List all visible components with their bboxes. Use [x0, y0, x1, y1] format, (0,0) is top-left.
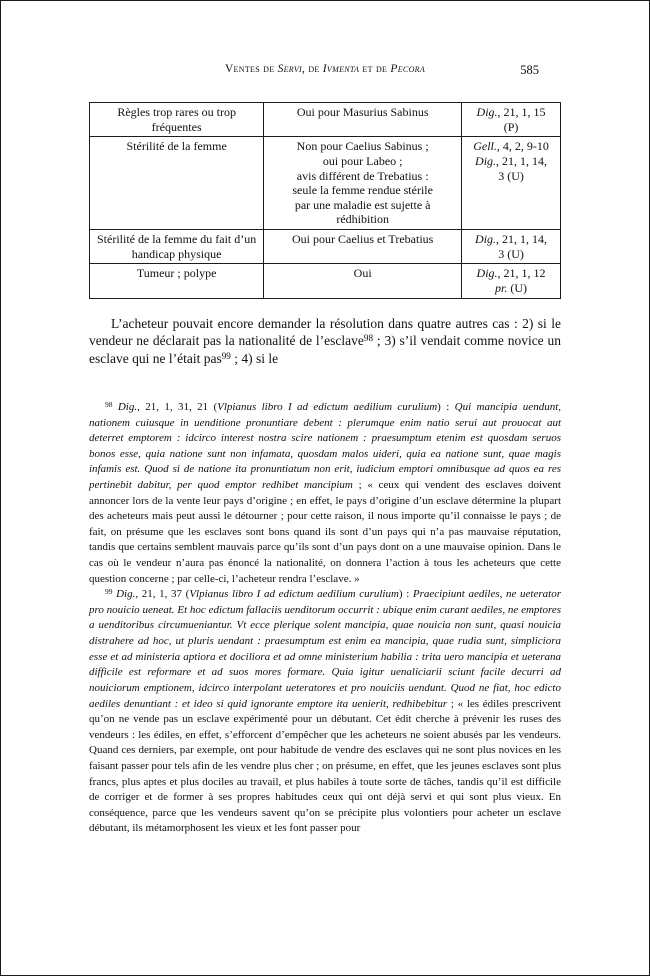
text-segment: Dig. [475, 153, 497, 168]
text-segment: ) : [437, 400, 455, 413]
text-segment: ; « ceux qui vendent des esclaves doivent annoncer lors de la vente leur pays d’origine ; en effet, le pays d’origine d’un esclave détermine la plupart des acheteurs mais peut aussi le détourner ; pour cette raison, il nous importe qu’il connaisse le pays ; de fait, on présume que les esclaves sont bons quand ils sont d’un pays qui n’a pas mauvaise réputation, tandis que certains semblent mauvais parce qu’ils sont d’un pays dont on a une mauvaise opinion. Dans le cas où le vendeur n’aura pas énoncé la nationalité, on donnera l’action à tous les acheteurs que cette question concerne ; par celle-ci, l’acheteur rendra l’esclave. » [89, 478, 561, 585]
defect-cell: Stérilité de la femme [90, 137, 264, 230]
text-segment: oui pour Labeo ; [322, 153, 403, 168]
text-segment: , 21, 1, 31, 21 ( [137, 400, 218, 413]
footnotes-section [89, 400, 561, 837]
superscript-number: 98 [105, 399, 113, 409]
defect-cell: Règles trop rares ou trop fréquentes [90, 103, 264, 137]
text-segment: , 21, 1, 37 ( [135, 588, 190, 601]
text-segment: 3 (U) [498, 246, 524, 261]
source-cell [462, 103, 561, 137]
body-paragraph [89, 315, 561, 368]
page-number: 585 [520, 63, 539, 77]
text-segment: Dig. [476, 105, 498, 119]
text-segment: seule la femme rendue stérile [292, 183, 433, 198]
page-header [89, 63, 561, 78]
source-cell [462, 137, 561, 230]
text-segment: Qui mancipia uendunt, nationem cuiusque in uenditione pronuntiare debent : plerumque enim natio serui aut prouocat aut deterret emptorem : idcirco interest nostra scire nationem : praesumptum etenim est quosdam seruos bonos esse, quia natione sunt non infamata, quosdam malos uideri, quia ea natione sunt, quae magis infamis est. Quod si de natione ita pronuntiatum non erit, iudicium emptori omnibusque ad quos ea res pertinebit dabitur, per quod emptor redhibet mancipium [89, 400, 561, 491]
text-segment: (U) [507, 280, 528, 295]
table-row [90, 264, 561, 298]
text-segment: , 21, 1, 15 [497, 105, 546, 119]
text-segment: Gell. [473, 139, 497, 154]
table-row [90, 137, 561, 230]
text-segment: L’acheteur pouvait encore demander la résolution dans quatre autres cas : 2) si le vendeur ne déclarait pas la nationalité de l’esclave [89, 315, 561, 349]
text-segment: , 21, 1, 12 [497, 266, 546, 281]
text-segment: par une maladie est sujette à [294, 197, 431, 212]
text-segment: 3 (U) [498, 168, 524, 183]
text-segment: , 21, 1, 14, [496, 232, 548, 246]
source-cell [462, 264, 561, 298]
text-segment: ) : [398, 588, 413, 601]
text-segment: pr. [495, 280, 508, 295]
text-segment: Dig. [475, 232, 497, 246]
text-segment: Praecipiunt aediles, ne ueterator pro nouicio ueneat. Et hoc edictum fallaciis uenditorum occurrit : ubique enim curant aediles, ne emptores a uenditoribus circumueniantur. Vt ecce plerique solent mancipia, quae nouicia non sunt, quasi nouicia distrahere ad hoc, ut pluris uendant : praesumptum est enim ea mancipia, quae rudia sunt, simpliciora esse et ad ministeria aptiora et dociliora et ad omne ministerium habilia : trita uero mancipia et ueterana difficile est reformare et ad suos mores formare. Quia igitur uenaliciarii sciunt facile decurri ad nouiciorum emptionem, idcirco interpolant ueteratores et pro nouiciis uendunt. Quod ne fiat, hoc edicto aediles denuntiant : et ideo si quid ignorante emptore ita uenierit, redhibebitur [89, 588, 561, 710]
text-segment: Servi [277, 63, 302, 75]
text-segment: , 21, 1, 14, [496, 153, 548, 168]
text-segment: et de [359, 63, 391, 75]
text-segment: Ivmenta [322, 63, 360, 75]
text-segment: avis différent de Trebatius : [296, 168, 429, 183]
text-segment: Dig. [117, 400, 138, 413]
defect-cell: Tumeur ; polype [90, 264, 264, 298]
footnote-99 [89, 587, 561, 837]
superscript-number: 98 [363, 333, 374, 344]
footnote-98 [89, 400, 561, 587]
source-cell [462, 230, 561, 264]
text-segment: Pecora [390, 63, 426, 75]
opinion-cell: Oui pour Masurius Sabinus [264, 103, 462, 137]
text-segment: ; 3) s’il vendait comme novice un esclave qui ne l’était pas [89, 333, 561, 367]
running-title [225, 63, 425, 75]
redhibition-table [89, 102, 561, 299]
text-segment: Vlpianus libro I ad edictum aedilium curulium [217, 400, 438, 413]
text-segment: , de [302, 63, 323, 75]
text-segment: ; 4) si le [230, 351, 279, 367]
table-row [90, 103, 561, 137]
table-row [90, 230, 561, 264]
text-segment: Dig. [476, 266, 498, 281]
opinion-cell: Oui pour Caelius et Trebatius [264, 230, 462, 264]
opinion-cell: Oui [264, 264, 462, 298]
defect-cell: Stérilité de la femme du fait d’un handicap physique [90, 230, 264, 264]
superscript-number: 99 [221, 351, 231, 361]
text-segment: Non pour Caelius Sabinus ; [296, 139, 429, 154]
text-segment: (P) [503, 119, 519, 134]
text-segment: , 4, 2, 9-10 [496, 139, 549, 154]
text-segment: Dig. [116, 588, 136, 601]
text-segment: rédhibition [336, 212, 389, 227]
opinion-cell [264, 137, 462, 230]
text-segment: Ventes de [224, 63, 278, 75]
superscript-number: 99 [105, 586, 113, 596]
text-segment: ; « les édiles prescrivent qu’on ne vende pas un esclave expérimenté pour un débutant. Cet édit cherche à prévenir les ruses des vendeurs : les édiles, en effet, s’efforcent d’empêcher que les acheteurs ne soient abusés par les vendeurs. Quand ces derniers, par exemple, ont pour habitude de vendre des esclaves qui ne sont plus novices en les faisant passer pour tels afin de les vendre plus cher ; on présume, en effet, que les jeunes esclaves sont plus francs, plus aptes et plus dociles au travail, et plus habiles à toute sorte de tâches, tandis qu’il est difficile de corriger et de former à ses propres habitudes ceux qui ont déjà servi et qui sont plus vieux. En conséquence, parce que les vendeurs savent qu’on se précipite plus volontiers pour acheter un esclave débutant, ils métamorphosent les vieux et les font passer pour [89, 697, 561, 835]
text-segment: Vlpianus libro I ad edictum aedilium curulium [189, 588, 399, 601]
